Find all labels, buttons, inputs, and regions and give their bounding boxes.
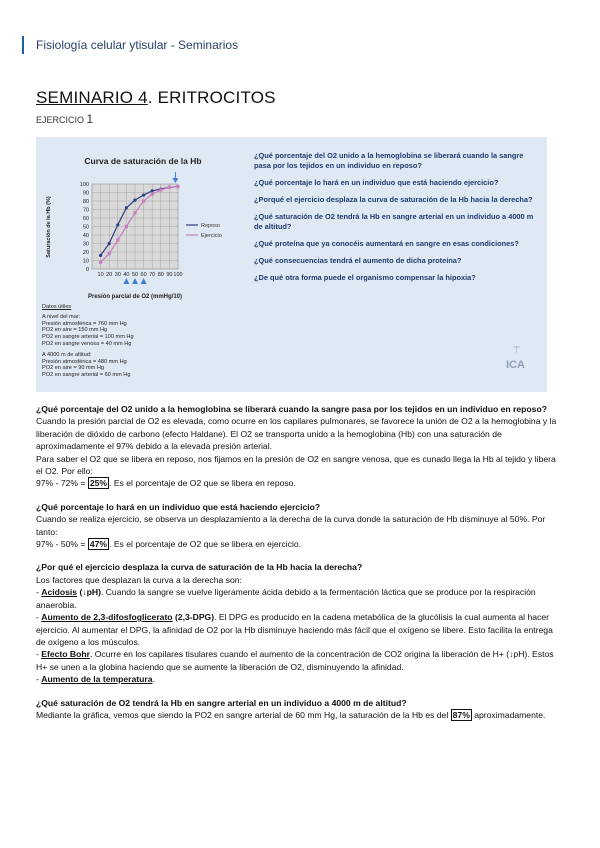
exercise-panel	[36, 137, 547, 392]
y-tick-label: 80	[82, 199, 89, 205]
legend-label: Ejercicio	[201, 233, 222, 239]
y-tick-label: 70	[82, 207, 89, 214]
data-line: PO2 en aire = 90 mm Hg	[42, 365, 105, 372]
result-box: 25%	[89, 478, 108, 489]
data-point	[116, 239, 119, 242]
answer-2-calc	[36, 538, 564, 550]
factor-term: Aumento de 2,3-difosfoglicerato	[41, 612, 173, 623]
legend-label: Reposo	[201, 223, 220, 229]
data-line: Presión atmosférica = 480 mm Hg	[42, 358, 127, 365]
y-tick-label: 100	[79, 182, 89, 188]
x-tick-label: 100	[173, 272, 183, 278]
chart-ylabel: Saturación de la Hb (%)	[46, 196, 52, 258]
answer-1-calc	[36, 477, 564, 489]
data-point	[151, 193, 154, 196]
data-line: Presión atmosférica = 760 mm Hg	[42, 320, 127, 327]
data-point	[116, 223, 119, 226]
x-tick-label: 30	[114, 272, 121, 278]
factor-extra: (2,3-DPG)	[172, 612, 215, 623]
useful-data-title: Datos útiles	[42, 304, 72, 310]
x-tick-label: 50	[131, 272, 139, 278]
data-point	[108, 252, 111, 255]
factor-term: Acidosis	[41, 587, 78, 598]
answer-4-tail: aproximadamente.	[471, 709, 546, 720]
data-line: PO2 en sangre venosa = 40 mm Hg	[42, 340, 132, 347]
data-point	[142, 193, 145, 196]
factor-dpg: - Aumento de 2,3-difosfoglicerato (2,3-DPG). El DPG es producido en la cadena metabólica de la glucólisis la cual aumenta al hacer ejercicio. Al aumentar el DPG, la afinidad de O2 por la Hb disminuye haciendo más fácil que el oxígeno se libere. Esto facilita la entrega de oxígeno a los músculos.	[36, 612, 553, 647]
factor-acidosis: - Acidosis (↓pH). Cuando la sangre se vuelve ligeramente ácida debido a la fermentación láctica que se produce por la respiración anaerobia.	[36, 587, 536, 610]
factor-term: Efecto Bohr	[41, 649, 90, 660]
data-line: PO2 en sangre arterial = 60 mm Hg	[42, 372, 131, 379]
y-tick-label: 40	[82, 233, 89, 239]
answer-2-p1: Cuando se realiza ejercicio, se observa un desplazamiento a la derecha de la curva donde la saturación de Hb disminuye al 50%. Por tanto:	[36, 514, 546, 537]
data-point	[168, 186, 171, 189]
data-point	[142, 199, 145, 202]
x-tick-label: 60	[140, 272, 147, 278]
marker-triangle-icon	[141, 278, 147, 284]
answers	[36, 403, 564, 721]
x-tick-label: 10	[97, 272, 104, 278]
data-line: A nivel del mar:	[42, 313, 81, 320]
data-line: PO2 en sangre arterial = 100 mm Hg	[42, 334, 134, 341]
panel-question: ¿Qué consecuencias tendrá el aumento de dicha proteína?	[254, 256, 462, 265]
saturation-chart	[38, 139, 248, 309]
y-tick-label: 30	[82, 241, 89, 248]
data-line: A 4000 m de altitud:	[42, 351, 92, 358]
data-point	[133, 199, 136, 202]
question-list	[254, 151, 537, 290]
answer-4-text: Mediante la gráfica, vemos que siendo la PO2 en sangre arterial de 60 mm Hg, la saturación de la Hb es del	[36, 709, 451, 720]
question-2: ¿Qué porcentaje lo hará en un individuo que está haciendo ejercicio?	[36, 501, 321, 512]
factor-text: . El DPG es producido en la cadena metabólica de la glucólisis la cual aumenta al hacer ejercicio. Al aumentar el DPG, la afinidad de O2 por la Hb disminuye haciendo más fácil que el oxígeno se libere. Esto facilita la entrega de oxígeno a los músculos.	[36, 612, 553, 647]
x-tick-label: 80	[157, 272, 164, 278]
panel-question: ¿Qué proteína que ya conocéis aumentará en sangre en esas condiciones?	[254, 239, 519, 248]
chart-xlabel: Presión parcial de O2 (mmHg/10)	[87, 294, 183, 300]
data-point	[159, 188, 162, 191]
title-suffix: . ERITROCITOS	[147, 88, 276, 107]
marker-triangle-icon	[132, 278, 138, 284]
panel-question: ¿Porqué el ejercicio desplaza la curva de saturación de la Hb hacia la derecha?	[254, 195, 533, 204]
factor-extra: (↓pH)	[77, 587, 101, 598]
data-point	[125, 225, 128, 228]
factor-temperature: - Aumento de la temperatura.	[36, 674, 155, 685]
data-point	[99, 254, 102, 257]
result-box: 87%	[452, 709, 470, 720]
y-tick-label: 50	[82, 224, 89, 231]
calc-tail: . Es el porcentaje de O2 que se libera en ejercicio.	[109, 539, 302, 550]
panel-question: ¿De qué otra forma puede el organismo compensar la hipoxia?	[254, 273, 476, 282]
question-1: ¿Qué porcentaje del O2 unido a la hemoglobina se liberará cuando la sangre pasa por los tejidos en un individuo en reposo?	[36, 404, 547, 414]
question-3: ¿Por qué el ejercicio desplaza la curva de saturación de la Hb hacia la derecha?	[36, 562, 363, 573]
calc-text: 97% - 72% =	[36, 478, 88, 489]
answer-1-p2: Para saber el O2 que se libera en reposo, nos fijamos en la presión de O2 en sangre venosa, que es cunado llega la Hb al tejido y libera el O2. Por ello:	[36, 453, 556, 477]
exercise-text: EJERCICIO	[36, 115, 87, 125]
exercise-label	[36, 112, 93, 126]
factor-bohr: - Efecto Bohr. Ocurre en los capilares tisulares cuando el aumento de la concentración de CO2 origina la liberación de H+ (↓pH). Estos H+ se unen a la globina haciendo que se aumente la liberación de O2, disminuyendo la afinidad.	[36, 649, 554, 672]
x-tick-label: 40	[123, 272, 130, 278]
answer-4	[36, 709, 564, 721]
data-point	[99, 261, 102, 264]
ica-logo: ICA	[506, 359, 525, 371]
y-tick-label: 20	[82, 250, 89, 256]
y-tick-label: 10	[82, 258, 89, 265]
exercise-number: 1	[86, 112, 94, 126]
data-point	[176, 185, 179, 188]
data-point	[125, 206, 128, 209]
y-tick-label: 0	[85, 267, 89, 273]
panel-question: ¿Qué saturación de O2 tendrá la Hb en sangre arterial en un individuo a 4000 m de altitud?	[254, 212, 534, 231]
data-line: PO2 en aire = 150 mm Hg	[42, 327, 108, 334]
factor-term: Aumento de la temperatura	[41, 674, 153, 685]
chart-title: Curva de saturación de la Hb	[84, 156, 202, 166]
x-tick-label: 20	[106, 272, 113, 278]
marker-triangle-icon	[123, 278, 129, 284]
factor-text: . Ocurre en los capilares tisulares cuando el aumento de la concentración de CO2 origina la liberación de H+ (↓pH). Estos H+ se unen a la globina haciendo que se aumente la liberación de O2, disminuyendo la afinidad.	[36, 649, 554, 672]
x-tick-label: 90	[166, 272, 173, 278]
y-tick-label: 60	[82, 216, 89, 222]
data-point	[151, 189, 154, 192]
running-header: Fisiología celular ytisular - Seminarios	[22, 36, 238, 54]
calc-text: 97% - 50% =	[36, 539, 88, 550]
answer-1-p1: Cuando la presión parcial de O2 es elevada, como ocurre en los capilares pulmonares, se favorece la unión de O2 a la hemoglobina y la liberación de dióxido de carbono (efecto Haldane). El O2 se transporta unido a la hemoglobina (Hb) con una saturación de aproximadamente el 97% debido a la elevada presión arterial.	[36, 416, 557, 452]
panel-question: ¿Qué porcentaje lo hará en un individuo que está haciendo ejercicio?	[254, 178, 499, 187]
arrow-down-icon	[172, 178, 178, 183]
useful-data	[42, 304, 192, 379]
title-prefix: SEMINARIO 4	[36, 88, 148, 107]
page-title	[36, 88, 276, 108]
factor-text: . Cuando la sangre se vuelve ligeramente ácida debido a la fermentación láctica que se produce por la respiración anaerobia.	[36, 587, 536, 610]
answer-3-intro: Los factores que desplazan la curva a la derecha son:	[36, 574, 242, 585]
x-tick-label: 70	[149, 272, 156, 278]
data-point	[133, 211, 136, 214]
calc-tail: . Es el porcentaje de O2 que se libera en reposo.	[109, 478, 296, 489]
result-box: 47%	[89, 539, 108, 550]
ica-logo-icon: ⚚	[512, 345, 521, 356]
factor-text: .	[152, 674, 155, 685]
question-4: ¿Qué saturación de O2 tendrá la Hb en sangre arterial en un individuo a 4000 m de altitud?	[36, 697, 407, 708]
data-point	[108, 242, 111, 245]
y-tick-label: 90	[82, 190, 89, 197]
panel-question: ¿Qué porcentaje del O2 unido a la hemoglobina se liberará cuando la sangre pasa por los tejidos en un individuo en reposo?	[254, 151, 524, 170]
